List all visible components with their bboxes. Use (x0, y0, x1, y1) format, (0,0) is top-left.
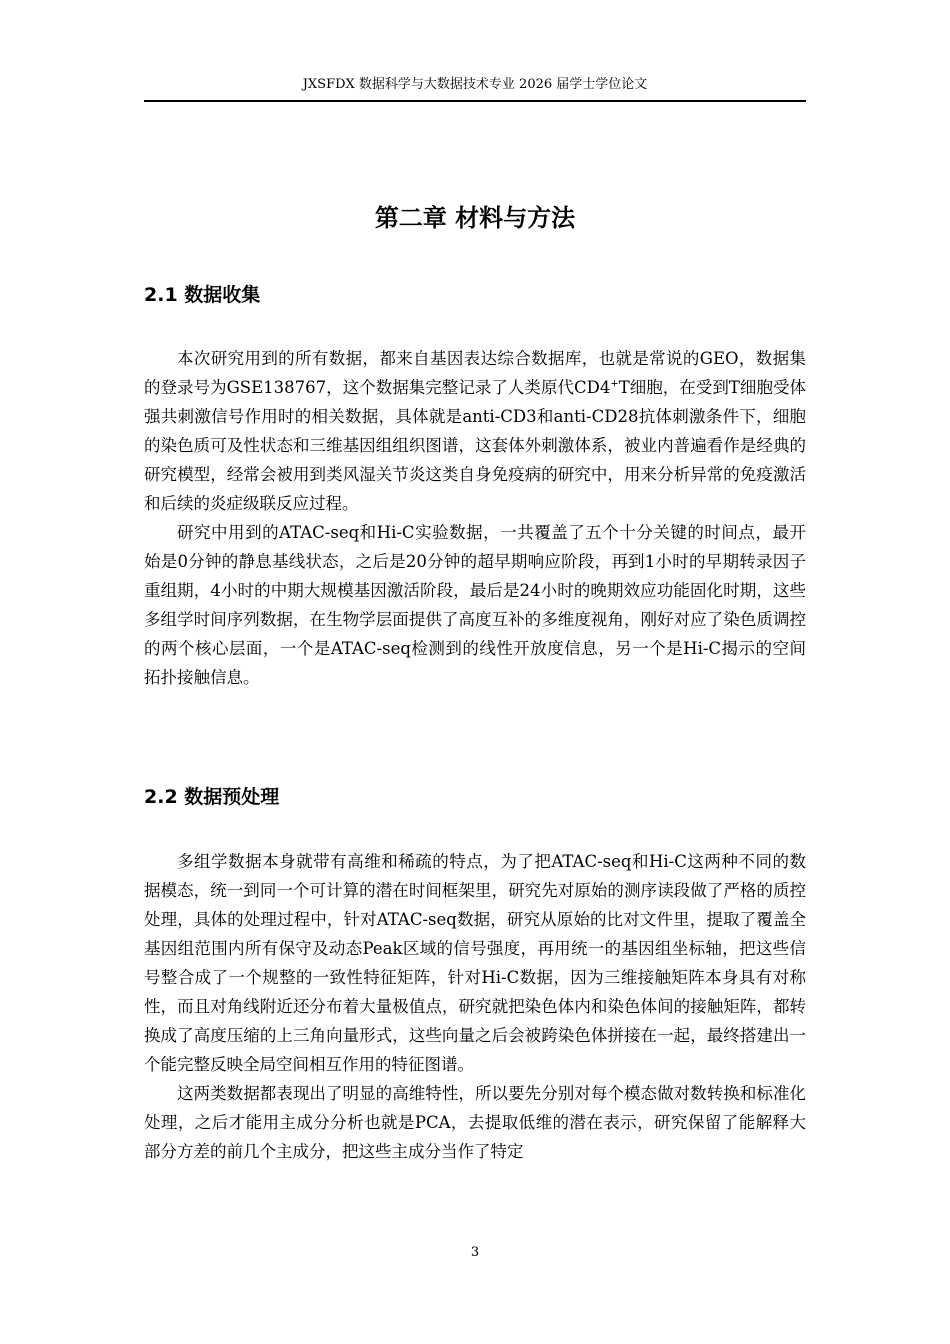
section-heading-2-1: 2.1 数据收集 (144, 284, 261, 306)
paragraph: 研究中用到的ATAC-seq和Hi-C实验数据，一共覆盖了五个十分关键的时间点，最开始是0分钟的静息基线状态，之后是20分钟的超早期响应阶段，再到1小时的早期转录因子重组期，4小时的中期大规模基因激活阶段，最后是24小时的晚期效应功能固化时期，这些多组学时间序列数据，在生物学层面提供了高度互补的多维度视角，刚好对应了染色质调控的两个核心层面，一个是ATAC-seq检测到的线性开放度信息，另一个是Hi-C揭示的空间拓扑接触信息。 (144, 523, 806, 687)
section-body-2-1 (144, 344, 806, 692)
paragraph-text: T细胞，在受到T细胞受体强共刺激信号作用时的相关数据，具体就是anti-CD3和anti-CD28抗体刺激条件下，细胞的染色质可及性状态和三维基因组组织图谱，这套体外刺激体系，被业内普遍看作是经典的研究模型，经常会被用到类风湿关节炎这类自身免疫病的研究中，用来分析异常的免疫激活和后续的炎症级联反应过程。 (144, 378, 806, 513)
paragraph: 多组学数据本身就带有高维和稀疏的特点，为了把ATAC-seq和Hi-C这两种不同的数据模态，统一到同一个可计算的潜在时间框架里，研究先对原始的测序读段做了严格的质控处理，具体的处理过程中，针对ATAC-seq数据，研究从原始的比对文件里，提取了覆盖全基因组范围内所有保守及动态Peak区域的信号强度，再用统一的基因组坐标轴，把这些信号整合成了一个规整的一致性特征矩阵，针对Hi-C数据，因为三维接触矩阵本身具有对称性，而且对角线附近还分布着大量极值点，研究就把染色体内和染色体间的接触矩阵，都转换成了高度压缩的上三角向量形式，这些向量之后会被跨染色体拼接在一起，最终搭建出一个能完整反映全局空间相互作用的特征图谱。 (144, 852, 806, 1074)
header-rule (144, 100, 806, 102)
paragraph-text: 本次研究用到的所有数据，都来自基因表达综合数据库，也就是常说的GEO，数据集的登录号为GSE138767，这个数据集完整记录了人类原代CD4 (144, 349, 806, 397)
superscript: + (610, 378, 619, 390)
paragraph (144, 344, 806, 518)
page-number: 3 (470, 1245, 480, 1260)
chapter-title: 第二章 材料与方法 (374, 204, 576, 232)
section-heading-2-2: 2.2 数据预处理 (144, 786, 280, 808)
section-body-2-2 (144, 847, 806, 1166)
running-header: JXSFDX 数据科学与大数据技术专业 2026 届学士学位论文 (302, 77, 648, 92)
paragraph: 这两类数据都表现出了明显的高维特性，所以要先分别对每个模态做对数转换和标准化处理，之后才能用主成分分析也就是PCA，去提取低维的潜在表示，研究保留了能解释大部分方差的前几个主成分，把这些主成分当作了特定 (144, 1084, 806, 1161)
